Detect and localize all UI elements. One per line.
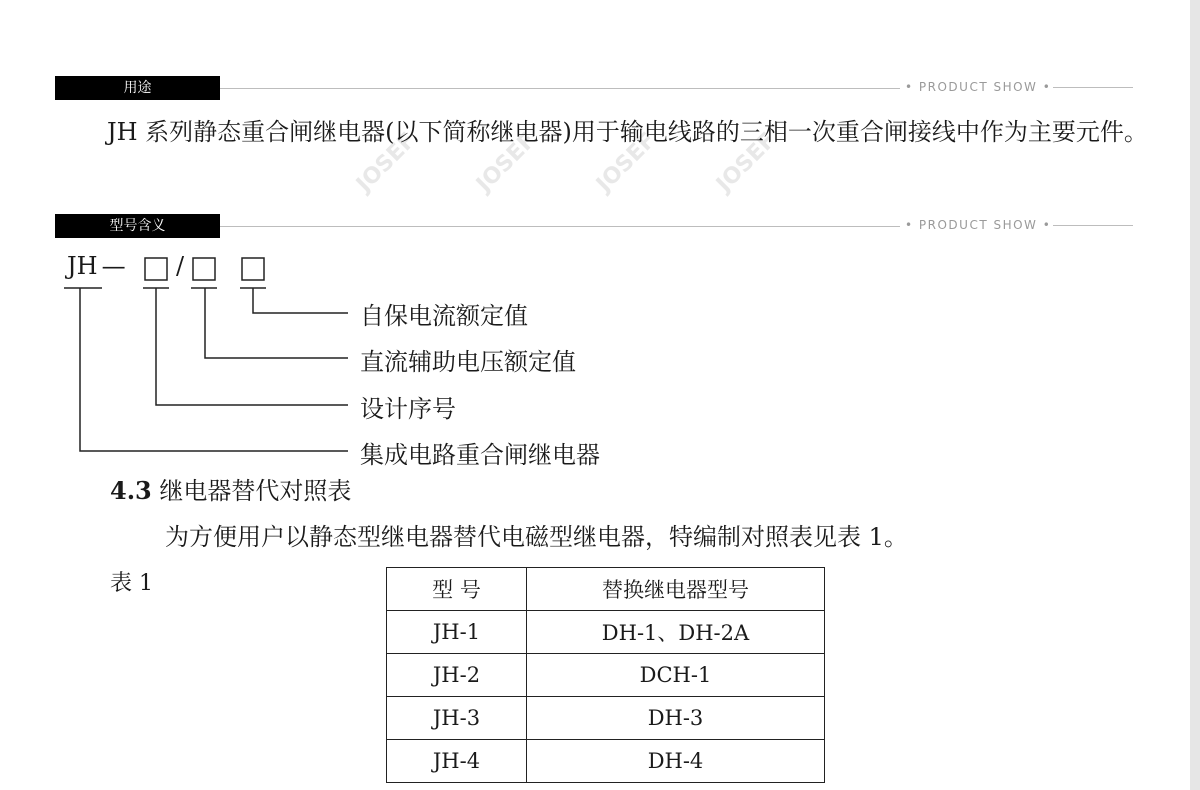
table-cell: JH-4 xyxy=(387,740,527,783)
section-tag-model: 型号含义 xyxy=(55,214,220,238)
model-dash: — xyxy=(101,252,126,280)
column-header: 替换继电器型号 xyxy=(527,568,825,611)
table-cell: JH-1 xyxy=(387,611,527,654)
leader-line-design xyxy=(156,288,348,405)
table-label: 表 1 xyxy=(110,571,153,596)
sub-paragraph: 为方便用户以静态型继电器替代电磁型继电器，特编制对照表见表 1。 xyxy=(165,523,908,551)
code-box-current xyxy=(242,258,264,280)
replacement-table xyxy=(386,567,825,783)
watermark-logo: JOSEF xyxy=(591,127,661,198)
meaning-design-number: 设计序号 xyxy=(360,395,456,423)
brand-dot-icon: • xyxy=(1042,80,1052,94)
table-header-row xyxy=(387,568,825,611)
table-cell: JH-2 xyxy=(387,654,527,697)
section-tag-usage: 用途 xyxy=(55,76,220,100)
sub-heading-number: 4.3 xyxy=(110,476,152,505)
table-cell: JH-3 xyxy=(387,697,527,740)
brand-label: PRODUCT SHOW xyxy=(918,218,1038,232)
table-cell: DH-4 xyxy=(527,740,825,783)
table-row xyxy=(387,740,825,783)
table-cell: DH-3 xyxy=(527,697,825,740)
code-box-design xyxy=(145,258,167,280)
meaning-dc-voltage: 直流辅助电压额定值 xyxy=(360,348,576,376)
usage-paragraph: JH 系列静态重合闸继电器(以下简称继电器)用于输电线路的三相一次重合闸接线中作为主要元件。 xyxy=(107,118,1148,146)
model-prefix: JH xyxy=(67,252,98,280)
table-row xyxy=(387,654,825,697)
meaning-current-rating: 自保电流额定值 xyxy=(360,302,528,330)
watermark-logo: JOSEF xyxy=(351,127,421,198)
leader-line-current xyxy=(253,288,348,313)
sub-heading xyxy=(110,471,351,506)
code-box-voltage xyxy=(193,258,215,280)
brand-dot-icon: • xyxy=(1042,218,1052,232)
brand-dot-icon: • xyxy=(905,80,914,94)
sub-heading-title: 继电器替代对照表 xyxy=(159,477,352,505)
watermark-logo: JOSEF xyxy=(471,127,541,198)
leader-line-voltage xyxy=(205,288,348,358)
model-slash: / xyxy=(176,252,185,280)
meaning-relay-type: 集成电路重合闸继电器 xyxy=(360,441,600,469)
watermark-logo: JOSEF xyxy=(711,127,781,198)
brand-dot-icon: • xyxy=(905,218,914,232)
table-cell: DCH-1 xyxy=(527,654,825,697)
table-row xyxy=(387,697,825,740)
column-header: 型 号 xyxy=(387,568,527,611)
brand-label: PRODUCT SHOW xyxy=(918,80,1038,94)
table-cell: DH-1、DH-2A xyxy=(527,611,825,654)
table-row xyxy=(387,611,825,654)
